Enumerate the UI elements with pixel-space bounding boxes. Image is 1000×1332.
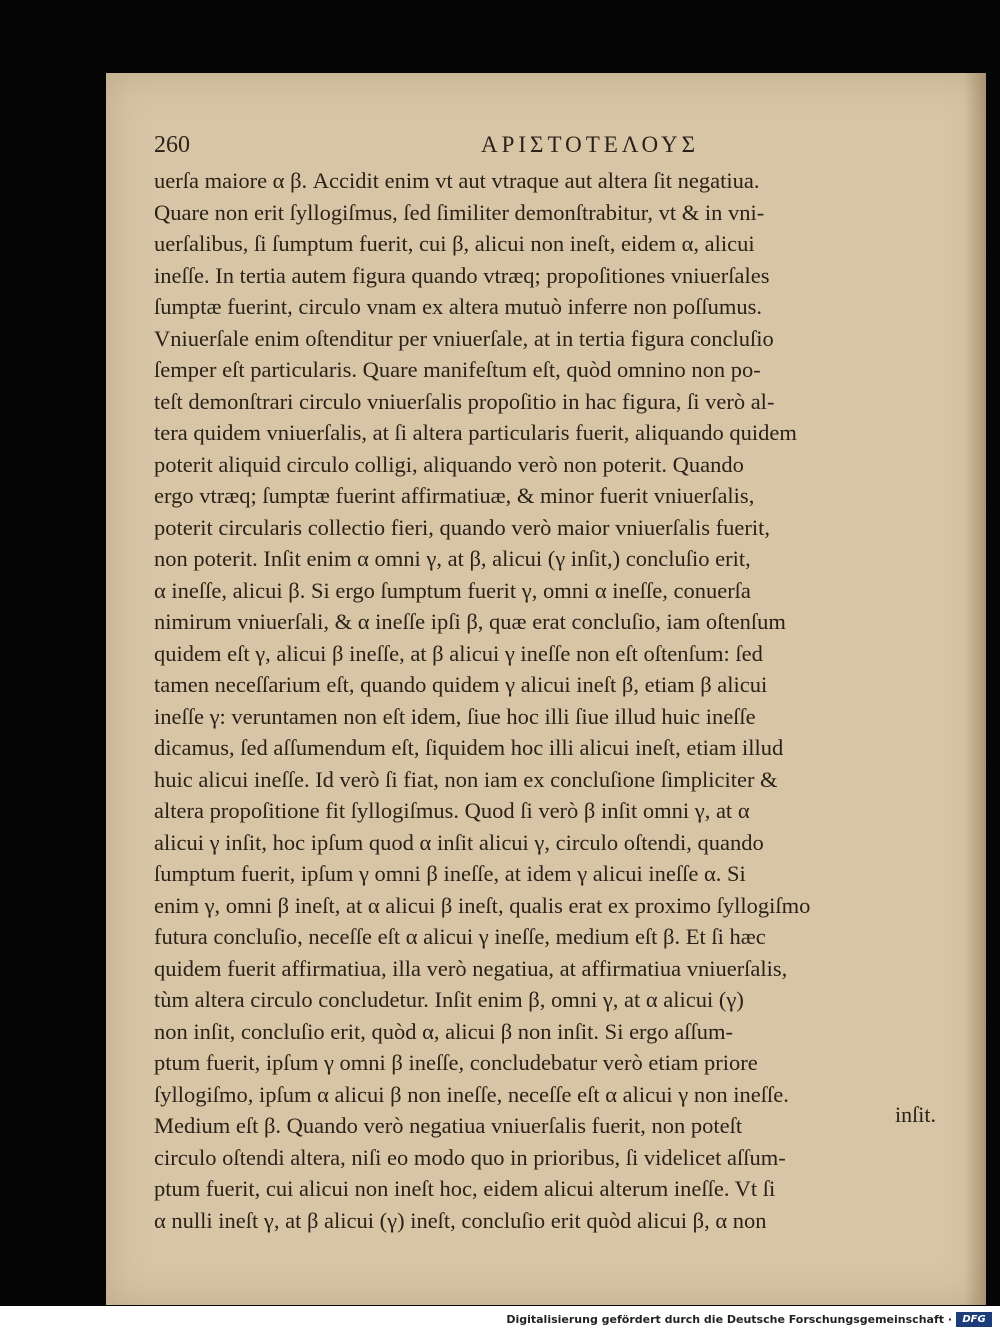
page-number: 260 <box>154 132 190 158</box>
text-line: ineſſe γ: veruntamen non eſt idem, ſiue hoc illi ſiue illud huic ineſſe <box>154 703 756 729</box>
text-line: huic alicui ineſſe. Id verò ſi fiat, non iam ex concluſione ſimpliciter & <box>154 766 778 792</box>
text-line: ſemper eſt particularis. Quare manifeſtum eſt, quòd omnino non po- <box>154 357 761 382</box>
text-line: Medium eſt β. Quando verò negatiua vniuerſalis fuerit, non poteſt <box>154 1113 743 1138</box>
text-line: ſumptum fuerit, ipſum γ omni β ineſſe, at idem γ alicui ineſſe α. Si <box>154 861 746 886</box>
text-line: tamen neceſſarium eſt, quando quidem γ alicui ineſt β, etiam β alicui <box>154 672 768 697</box>
text-line: ineſſe. In tertia autem figura quando vtræq; propoſitiones vniuerſales <box>154 262 770 288</box>
text-line: ptum fuerit, cui alicui non ineſt hoc, eidem alicui alterum ineſſe. Vt ſi <box>154 1176 776 1201</box>
page-edge-shadow <box>964 73 986 1305</box>
text-line: α ineſſe, alicui β. Si ergo ſumptum fuerit γ, omni α ineſſe, conuerſa <box>154 577 751 603</box>
text-line: futura concluſio, neceſſe eſt α alicui γ ineſſe, medium eſt β. Et ſi hæc <box>154 924 766 949</box>
running-head: ΑΡΙΣΤΟΤΕΛΟΥΣ <box>481 132 699 157</box>
text-line: altera propoſitione fit ſyllogiſmus. Quod ſi verò β inſit omni γ, at α <box>154 798 750 823</box>
text-line: Vniuerſale enim oſtenditur per vniuerſale, at in tertia figura concluſio <box>154 325 774 351</box>
text-line: uerſalibus, ſi ſumptum fuerit, cui β, alicui non ineſt, eidem α, alicui <box>154 231 755 256</box>
digitization-footer <box>0 1306 1000 1332</box>
text-line: alicui γ inſit, hoc ipſum quod α inſit alicui γ, circulo oſtendi, quando <box>154 829 764 855</box>
text-line: tera quidem vniuerſalis, at ſi altera particularis fuerit, aliquando quidem <box>154 420 797 445</box>
text-line: ptum fuerit, ipſum γ omni β ineſſe, concludebatur verò etiam priore <box>154 1050 758 1075</box>
text-line: ſumptæ fuerint, circulo vnam ex altera mutuò inferre non poſſumus. <box>154 294 762 319</box>
text-line: teſt demonſtrari circulo vniuerſalis propoſitio in hac figura, ſi verò al- <box>154 388 775 414</box>
latin-text-body <box>154 165 944 1236</box>
text-line: α nulli ineſt γ, at β alicui (γ) ineſt, concluſio erit quòd alicui β, α non <box>154 1207 767 1233</box>
text-line: poterit circularis collectio fieri, quando verò maior vniuerſalis fuerit, <box>154 514 771 540</box>
dfg-logo: DFG <box>956 1312 992 1327</box>
catchword: inſit. <box>895 1102 936 1127</box>
text-line: quidem eſt γ, alicui β ineſſe, at β alicui γ ineſſe non eſt oſtenſum: ſed <box>154 640 763 666</box>
text-line: nimirum vniuerſali, & α ineſſe ipſi β, quæ erat concluſio, iam oſtenſum <box>154 609 786 634</box>
text-line: tùm altera circulo concludetur. Inſit enim β, omni γ, at α alicui (γ) <box>154 987 744 1012</box>
text-line: non poterit. Inſit enim α omni γ, at β, alicui (γ inſit,) concluſio erit, <box>154 546 751 571</box>
footer-credit: Digitalisierung gefördert durch die Deutsche Forschungsgemeinschaft · <box>506 1313 952 1326</box>
text-line: Quare non erit ſyllogiſmus, ſed ſimiliter demonſtrabitur, vt & in vni- <box>154 199 765 225</box>
text-line: quidem fuerit affirmatiua, illa verò negatiua, at affirmatiua vniuerſalis, <box>154 955 788 981</box>
text-line: ſyllogiſmo, ipſum α alicui β non ineſſe, neceſſe eſt α alicui γ non ineſſe. <box>154 1081 789 1107</box>
text-line: poterit aliquid circulo colligi, aliquando verò non poterit. Quando <box>154 451 744 477</box>
page-header <box>154 132 954 164</box>
text-line: non inſit, concluſio erit, quòd α, alicui β non inſit. Si ergo aſſum- <box>154 1018 734 1044</box>
text-line: uerſa maiore α β. Accidit enim vt aut vtraque aut altera ſit negatiua. <box>154 168 760 193</box>
text-line: enim γ, omni β ineſt, at α alicui β ineſt, qualis erat ex proximo ſyllogiſmo <box>154 892 811 918</box>
text-line: circulo oſtendi altera, niſi eo modo quo in prioribus, ſi videlicet aſſum- <box>154 1144 786 1170</box>
text-line: dicamus, ſed aſſumendum eſt, ſiquidem hoc illi alicui ineſt, etiam illud <box>154 735 784 760</box>
text-line: ergo vtræq; ſumptæ fuerint affirmatiuæ, & minor fuerit vniuerſalis, <box>154 483 755 508</box>
